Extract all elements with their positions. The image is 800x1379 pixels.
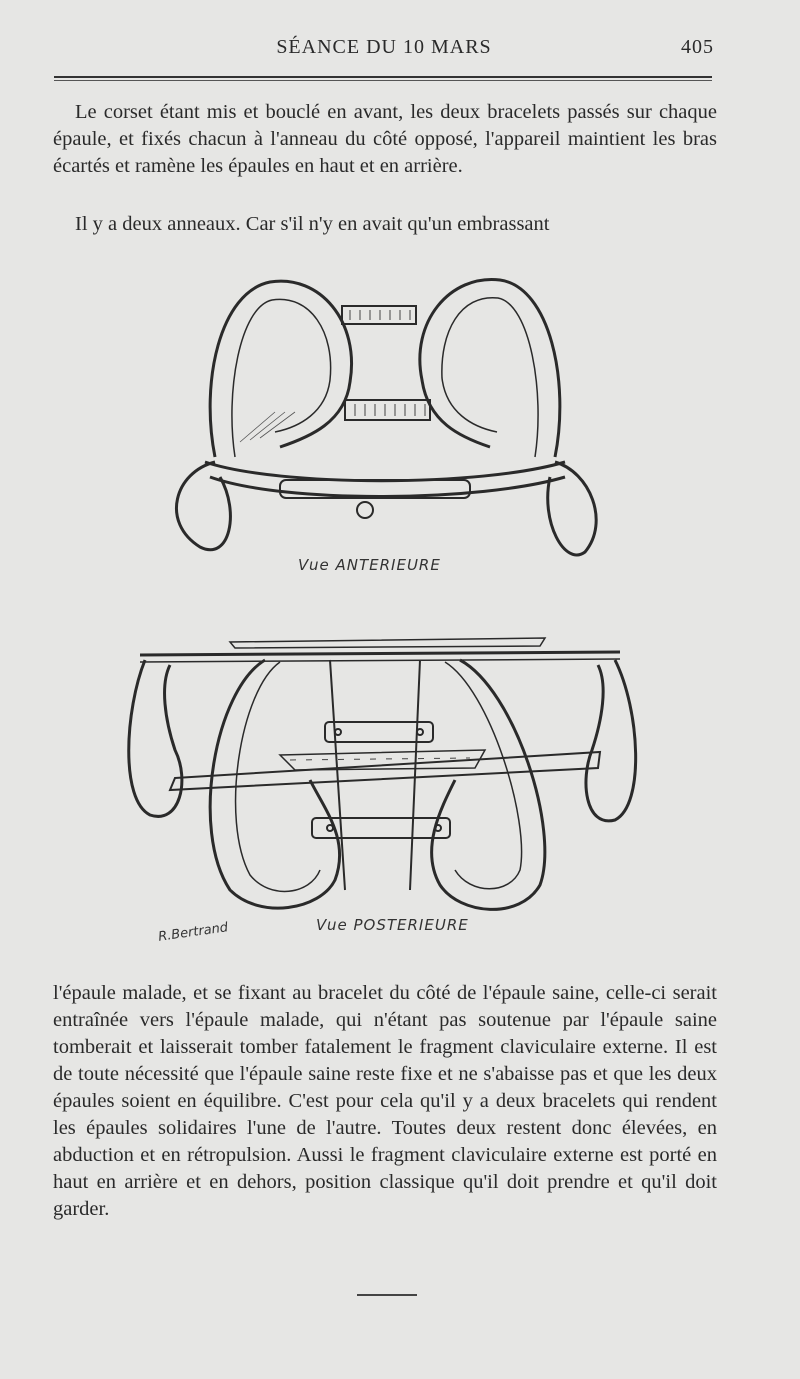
lower-connector-strap xyxy=(345,400,430,420)
posterior-caption: Vue POSTERIEURE xyxy=(316,916,469,934)
posterior-view-illustration xyxy=(120,630,650,920)
top-bar xyxy=(140,652,620,655)
left-outer-loop xyxy=(129,660,182,816)
right-outer-loop xyxy=(586,660,636,821)
right-inner-loop xyxy=(432,660,545,909)
paragraph-3: l'épaule malade, et se fixant au bracelet du côté de l'épaule saine, celle-ci serait entraînée vers l'épaule malade, qui n'étant pas soutenue par l'épaule saine tomberait et laisserait tomber fatalement le fragment claviculaire externe. Il est de toute nécessité que l'épaule saine reste fixe et ne s'abaisse pas et que les deux épaules soient en équilibre. C'est pour cela qu'il y a deux bracelets qui rendent les épaules solidaires l'une de l'autre. Toutes deux restent donc élevées, en abduction et en rétropulsion. Aussi le fragment claviculaire externe est porté en haut en arrière et en dehors, position classique qu'il doit prendre et qu'il doit garder. xyxy=(53,982,717,1220)
paragraph-1: Le corset étant mis et bouclé en avant, les deux bracelets passés sur chaque épaule, et fixés chacun à l'anneau du côté opposé, l'appareil maintient les bras écartés et ramène les épaules en haut et en arrière. xyxy=(53,101,717,177)
waist-band xyxy=(205,462,565,481)
front-ring xyxy=(357,502,373,518)
illustrator-signature: R.Bertrand xyxy=(157,920,230,945)
anterior-view-illustration xyxy=(160,262,615,562)
paragraph-2: Il y a deux anneaux. Car s'il n'y en avait qu'un embrassant xyxy=(75,213,550,235)
page-number: 405 xyxy=(681,36,714,58)
upper-connector-strap xyxy=(342,306,416,324)
header-title: SÉANCE DU 10 MARS xyxy=(276,36,492,58)
left-arm-loop xyxy=(176,462,230,550)
running-header xyxy=(52,36,716,62)
end-rule xyxy=(357,1294,417,1296)
right-arm-loop xyxy=(548,462,596,555)
header-rule xyxy=(54,76,712,81)
anterior-caption: Vue ANTERIEURE xyxy=(298,556,441,574)
